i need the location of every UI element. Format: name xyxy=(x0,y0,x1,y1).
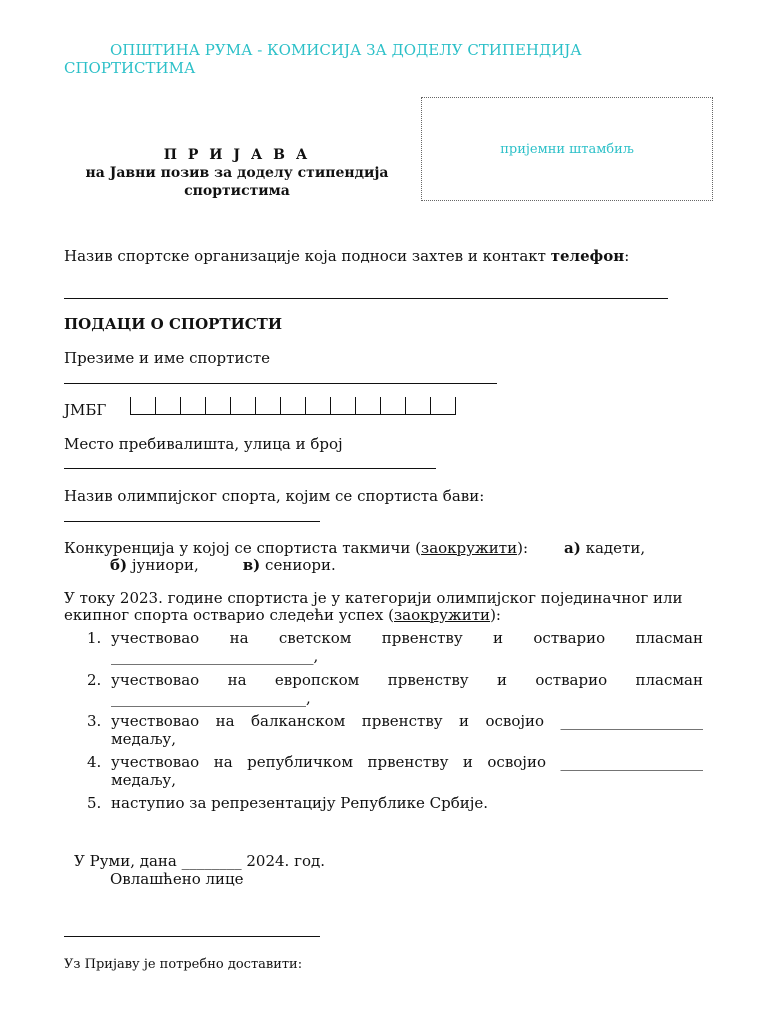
org-input-line[interactable] xyxy=(64,298,668,299)
success-item-3[interactable] xyxy=(87,712,703,748)
sport-line[interactable] xyxy=(64,521,320,522)
option-a-text: кадети, xyxy=(580,539,646,557)
option-b-text: јуниори, xyxy=(127,556,199,574)
success-item-1[interactable] xyxy=(87,629,703,665)
org-label-colon: : xyxy=(624,247,630,265)
success-item-4[interactable] xyxy=(87,753,703,789)
athlete-name-line[interactable] xyxy=(64,383,497,384)
jmbg-digit-box[interactable] xyxy=(156,397,181,414)
item-line-1: учествовао на европском првенству и остварио пласман xyxy=(111,671,703,689)
title-line-3: спортистима xyxy=(184,183,290,199)
competition-prefix: Конкуренција у којој се спортиста такмичи ( xyxy=(64,539,422,557)
item-line-1: наступио за репрезентацију Републике Србије. xyxy=(111,794,489,812)
competition-line-2 xyxy=(110,556,336,574)
success-item-2[interactable] xyxy=(87,671,703,707)
jmbg-digit-box[interactable] xyxy=(256,397,281,414)
athlete-section-title: ПОДАЦИ О СПОРТИСТИ xyxy=(64,315,283,333)
address-label: Место пребивалишта, улица и број xyxy=(64,435,343,453)
reception-stamp-box xyxy=(421,97,713,201)
item-line-1: учествовао на светском првенству и остварио пласман xyxy=(111,629,703,647)
success-intro-circle: заокружити xyxy=(394,606,491,624)
competition-line xyxy=(64,539,704,557)
jmbg-digit-box[interactable] xyxy=(281,397,306,414)
attachments-label: Уз Пријаву је потребно доставити: xyxy=(64,957,303,972)
item-line-2: __________________________, xyxy=(111,689,311,707)
success-item-5[interactable] xyxy=(87,794,703,812)
org-label-text: Назив спортске организације која подноси захтев и контакт xyxy=(64,247,551,265)
item-line-2: ___________________________, xyxy=(111,647,319,665)
jmbg-digit-box[interactable] xyxy=(406,397,431,414)
item-number: 4. xyxy=(87,753,102,771)
jmbg-digit-box[interactable] xyxy=(306,397,331,414)
jmbg-digit-box[interactable] xyxy=(181,397,206,414)
option-a-letter[interactable]: а) xyxy=(564,539,581,557)
jmbg-digit-box[interactable] xyxy=(356,397,381,414)
athlete-name-label: Презиме и име спортисте xyxy=(64,349,271,367)
title-line-2: на Јавни позив за доделу стипендија xyxy=(85,165,389,181)
item-line-2: медаљу, xyxy=(111,730,176,748)
success-intro-2 xyxy=(64,606,704,624)
stamp-label: пријемни штамбиљ xyxy=(500,141,634,157)
item-number: 2. xyxy=(87,671,102,689)
jmbg-digit-box[interactable] xyxy=(381,397,406,414)
jmbg-boxes[interactable] xyxy=(130,397,456,415)
option-v-text: сениори. xyxy=(260,556,336,574)
org-label-phone: телефон xyxy=(550,247,625,265)
jmbg-digit-box[interactable] xyxy=(331,397,356,414)
success-intro-prefix: екипног спорта остварио следећи успех ( xyxy=(64,606,394,624)
jmbg-digit-box[interactable] xyxy=(431,397,456,414)
place-date: У Руми, дана ________ 2024. год. xyxy=(74,852,325,870)
success-intro-1: У току 2023. године спортиста је у категорији олимпијског појединачног или xyxy=(64,589,683,607)
jmbg-label: ЈМБГ xyxy=(64,401,107,419)
signatory-label: Овлашћено лице xyxy=(110,870,244,888)
sport-label: Назив олимпијског спорта, којим се спортиста бави: xyxy=(64,487,485,505)
title-line-1: П Р И Ј А В А xyxy=(163,147,311,163)
signature-line[interactable] xyxy=(64,936,320,937)
form-title xyxy=(64,146,410,200)
option-v-letter[interactable]: в) xyxy=(242,556,261,574)
address-line[interactable] xyxy=(64,468,436,469)
competition-suffix: ): xyxy=(517,539,528,557)
item-line-1: учествовао на републичком првенству и освојио ___________________ xyxy=(111,753,703,771)
item-number: 5. xyxy=(87,794,102,812)
jmbg-digit-box[interactable] xyxy=(131,397,156,414)
item-line-2: медаљу, xyxy=(111,771,176,789)
competition-circle: заокружити xyxy=(421,539,518,557)
option-b-letter[interactable]: б) xyxy=(110,556,128,574)
success-intro-suffix: ): xyxy=(490,606,501,624)
jmbg-digit-box[interactable] xyxy=(231,397,256,414)
item-number: 3. xyxy=(87,712,102,730)
document-header: ОПШТИНА РУМА - КОМИСИЈА ЗА ДОДЕЛУ СТИПЕНДИЈА СПОРТИСТИМА xyxy=(64,41,582,77)
item-line-1: учествовао на балканском првенству и освојио ___________________ xyxy=(111,712,703,730)
org-label xyxy=(64,247,629,265)
jmbg-digit-box[interactable] xyxy=(206,397,231,414)
item-number: 1. xyxy=(87,629,102,647)
